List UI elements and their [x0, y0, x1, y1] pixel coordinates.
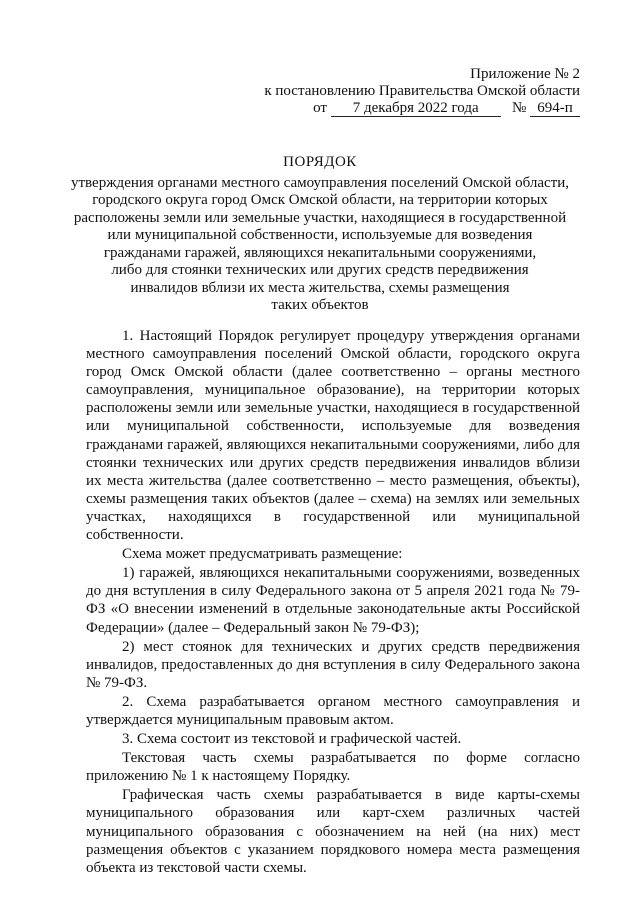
title-line: расположены земли или земельные участки, находящиеся в государственной	[73, 209, 567, 226]
appendix-date-line	[264, 100, 580, 117]
document-title	[60, 154, 580, 315]
appendix-number: Приложение № 2	[470, 66, 580, 82]
title-line: городского округа город Омск Омской области, на территории которых	[92, 192, 548, 208]
appendix-reference	[264, 66, 580, 117]
paragraph-3: 3. Схема состоит из текстовой и графической частей.	[122, 731, 462, 748]
appendix-decree-reference: к постановлению Правительства Омской области	[264, 83, 580, 99]
title-line: либо для стоянки технических или других средств передвижения	[111, 262, 529, 278]
title-line: инвалидов вблизи их места жительства, схемы размещения	[130, 279, 510, 296]
paragraph-text-part: Текстовая часть схемы разрабатывается по форме согласно приложению № 1 к настоящему Порядку.	[86, 750, 580, 785]
from-label: от	[313, 100, 327, 116]
decree-date: 7 декабря 2022 года	[331, 101, 501, 117]
paragraph-scheme-intro: Схема может предусматривать размещение:	[122, 546, 403, 563]
title-line: таких объектов	[271, 297, 369, 313]
paragraph-2: 2. Схема разрабатывается органом местного самоуправления и утверждается муниципальным правовым актом.	[86, 693, 580, 728]
title-line: или муниципальной собственности, используемые для возведения	[107, 227, 533, 243]
paragraph-graphic-part: Графическая часть схемы разрабатывается в виде карты-схемы муниципального образования или карт-схем различных частей муниципального образования с обозначением на ней (на них) мест размещения объектов с указанием порядкового номера места размещения объекта из текстовой части схемы.	[86, 787, 580, 876]
paragraph-item-1: 1) гаражей, являющихся некапитальными сооружениями, возведенных до дня вступления в силу Федерального закона от 5 апреля 2021 года № 79-ФЗ «О внесении изменений в отдельные законодательные акты Российской Федерации» (далее – Федеральный закон № 79-ФЗ);	[86, 565, 580, 636]
title-heading: ПОРЯДОК	[283, 154, 357, 170]
paragraph-item-2: 2) мест стоянок для технических и других средств передвижения инвалидов, предоставленных до дня вступления в силу Федерального закона № 79-ФЗ.	[86, 638, 580, 691]
paragraph-1: 1. Настоящий Порядок регулирует процедуру утверждения органами местного самоуправления поселений Омской области, городского округа город Омск Омской области (далее соответственно – органы местного самоуправления, муниципальное образование), на территории которых расположены земли или земельные участки, находящиеся в государственной или муниципальной собственности, используемые для возведения гражданами гаражей, являющихся некапитальными сооружениями, либо для стоянки технических или других средств передвижения инвалидов вблизи их места жительства (далее соответственно – место размещения, объекты), схемы размещения таких объектов (далее – схема) на землях или земельных участках, находящихся в государственной или муниципальной собственности.	[86, 328, 580, 544]
document-body	[86, 327, 580, 877]
decree-number: 694-п	[530, 101, 580, 117]
title-line: гражданами гаражей, являющихся некапитальными сооружениями,	[103, 244, 537, 261]
title-line: утверждения органами местного самоуправления поселений Омской области,	[70, 174, 569, 191]
number-label: №	[511, 100, 527, 116]
